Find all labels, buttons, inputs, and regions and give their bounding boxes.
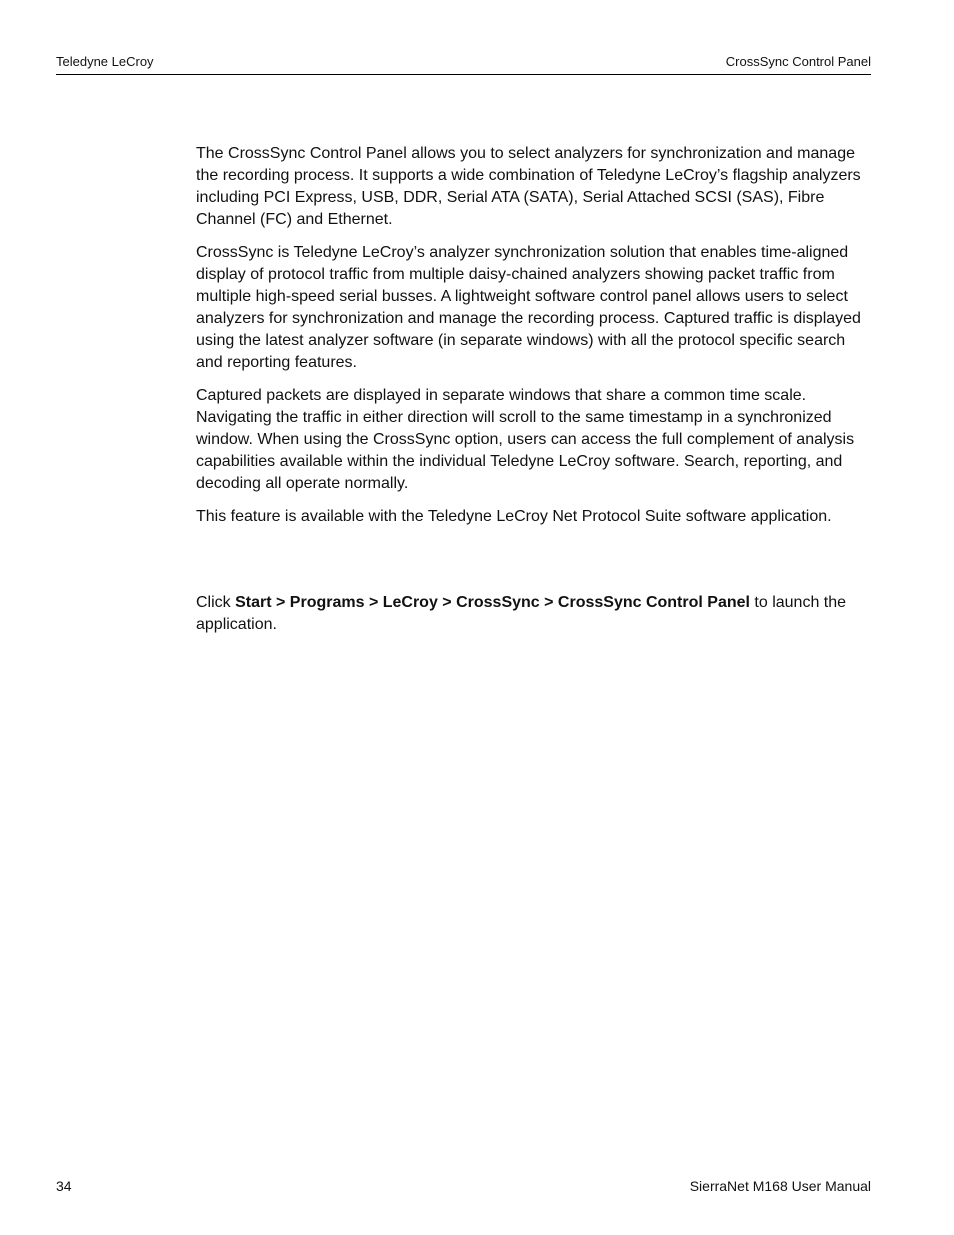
- footer-manual-title: SierraNet M168 User Manual: [689, 1178, 871, 1194]
- launch-menu-path: Start > Programs > LeCroy > CrossSync > CrossSync Control Panel: [235, 594, 750, 611]
- paragraph-availability: This feature is available with the Teledyne LeCroy Net Protocol Suite software application.: [196, 508, 832, 525]
- page-body: [196, 143, 872, 647]
- paragraph-crosssync-description: CrossSync is Teledyne LeCroy’s analyzer synchronization solution that enables time-aligned display of protocol traffic from multiple daisy-chained analyzers showing packet traffic from multiple high-speed serial busses. A lightweight software control panel allows users to select analyzers for synchronization and manage the recording process. Captured traffic is displayed using the latest analyzer software (in separate windows) with all the protocol specific search and reporting features.: [196, 244, 861, 371]
- paragraph-overview: The CrossSync Control Panel allows you to select analyzers for synchronization and manage the recording process. It supports a wide combination of Teledyne LeCroy’s flagship analyzers including PCI Express, USB, DDR, Serial ATA (SATA), Serial Attached SCSI (SAS), Fibre Channel (FC) and Ethernet.: [196, 145, 861, 228]
- launch-prefix: Click: [196, 594, 236, 611]
- launch-suffix: to launch the application.: [196, 594, 847, 633]
- paragraph-captured-packets: Captured packets are displayed in separate windows that share a common time scale. Navigating the traffic in either direction will scroll to the same timestamp in a synchronized window. When using the CrossSync option, users can access the full complement of analysis capabilities available within the individual Teledyne LeCroy software. Search, reporting, and decoding all operate normally.: [196, 387, 855, 492]
- running-footer: [56, 1177, 871, 1197]
- header-company-name: Teledyne LeCroy: [56, 54, 154, 69]
- running-header: [56, 52, 871, 75]
- page-number: 34: [56, 1178, 72, 1194]
- paragraph-launch-instructions: [196, 592, 872, 636]
- header-section-title: CrossSync Control Panel: [725, 54, 871, 69]
